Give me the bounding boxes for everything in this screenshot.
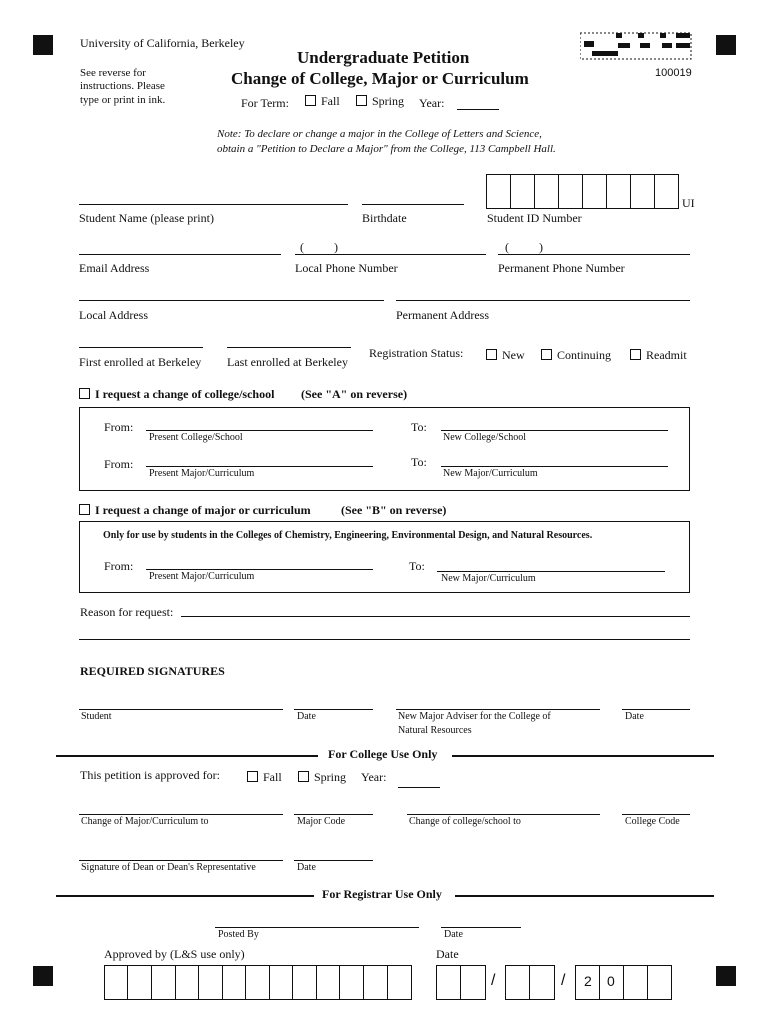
fall-checkbox[interactable]: [305, 95, 316, 106]
section-a-present-major-field[interactable]: [146, 466, 373, 467]
perm-address-label: Permanent Address: [396, 308, 489, 322]
local-phone-label: Local Phone Number: [295, 261, 398, 275]
new-checkbox[interactable]: [486, 349, 497, 360]
student-signature-label: Student: [81, 711, 112, 722]
registrar-use-rule-left: [56, 895, 314, 897]
local-phone-field[interactable]: [295, 254, 486, 255]
major-change-option[interactable]: I request a change of major or curriculum: [79, 503, 311, 518]
college-code-label: College Code: [625, 816, 680, 827]
student-name-field[interactable]: [79, 204, 348, 205]
posted-by-label: Posted By: [218, 929, 259, 940]
registration-mark-bottom-left: [33, 966, 53, 986]
date-slash-2: /: [561, 972, 566, 989]
section-b-present-major-label: Present Major/Curriculum: [149, 571, 255, 582]
dean-date-field[interactable]: [294, 860, 373, 861]
section-b-reference: (See "B" on reverse): [341, 503, 447, 517]
approval-month-boxes[interactable]: [436, 965, 486, 1000]
approved-by-boxes[interactable]: [104, 965, 412, 1000]
college-change-option[interactable]: I request a change of college/school: [79, 387, 274, 402]
posted-date-label: Date: [444, 929, 463, 940]
approved-fall-option[interactable]: Fall: [247, 770, 282, 785]
major-code-label: Major Code: [297, 816, 346, 827]
email-field[interactable]: [79, 254, 281, 255]
university-name: University of California, Berkeley: [80, 36, 245, 50]
student-signature-field[interactable]: [79, 709, 283, 710]
term-year-field[interactable]: [457, 109, 499, 110]
section-a-reference: (See "A" on reverse): [301, 387, 408, 401]
birthdate-label: Birthdate: [362, 211, 407, 225]
local-address-field[interactable]: [79, 300, 384, 301]
change-major-label: Change of Major/Curriculum to: [81, 816, 209, 827]
note-line-2: obtain a "Petition to Declare a Major" from the College, 113 Campbell Hall.: [217, 143, 556, 155]
registration-mark-top-right: [716, 35, 736, 55]
change-college-field[interactable]: [407, 814, 600, 815]
section-a-from-major: From:: [104, 457, 134, 471]
change-college-label: Change of college/school to: [409, 816, 521, 827]
registrar-use-heading: For Registrar Use Only: [322, 887, 442, 901]
term-spring-option[interactable]: Spring: [356, 94, 404, 109]
perm-phone-field[interactable]: [498, 254, 690, 255]
status-continuing-option[interactable]: Continuing: [541, 348, 611, 363]
approved-fall-checkbox[interactable]: [247, 771, 258, 782]
first-enrolled-label: First enrolled at Berkeley: [79, 355, 202, 369]
adviser-signature-field[interactable]: [396, 709, 600, 710]
perm-phone-label: Permanent Phone Number: [498, 261, 625, 275]
perm-phone-paren: ( ): [505, 240, 543, 254]
student-date-label: Date: [297, 711, 316, 722]
reason-label: Reason for request:: [80, 605, 174, 619]
student-id-boxes[interactable]: [486, 174, 679, 209]
section-a-new-major-field[interactable]: [441, 466, 668, 467]
approved-spring-option[interactable]: Spring: [298, 770, 346, 785]
adviser-label-line-1: New Major Adviser for the College of: [398, 711, 551, 722]
approved-by-label: Approved by (L&S use only): [104, 947, 245, 961]
section-a-new-major-label: New Major/Curriculum: [443, 468, 538, 479]
college-code-field[interactable]: [622, 814, 690, 815]
college-use-rule-right: [452, 755, 714, 757]
readmit-checkbox[interactable]: [630, 349, 641, 360]
instructions-line-2: instructions. Please: [80, 80, 165, 92]
section-b-new-major-label: New Major/Curriculum: [441, 573, 536, 584]
date-slash-1: /: [491, 972, 496, 989]
approved-for-label: This petition is approved for:: [80, 768, 220, 782]
dean-date-label: Date: [297, 862, 316, 873]
status-new-option[interactable]: New: [486, 348, 525, 363]
first-enrolled-field[interactable]: [79, 347, 203, 348]
dean-signature-label: Signature of Dean or Dean's Representative: [81, 862, 256, 873]
registration-mark-top-left: [33, 35, 53, 55]
college-change-checkbox[interactable]: [79, 388, 90, 399]
reason-field-line-1[interactable]: [181, 616, 690, 617]
approval-day-boxes[interactable]: [505, 965, 555, 1000]
change-major-field[interactable]: [79, 814, 283, 815]
present-college-label: Present College/School: [149, 432, 243, 443]
spring-checkbox[interactable]: [356, 95, 367, 106]
local-phone-paren: ( ): [300, 240, 338, 254]
posted-date-field[interactable]: [441, 927, 521, 928]
approved-year-field[interactable]: [398, 787, 440, 788]
approved-spring-checkbox[interactable]: [298, 771, 309, 782]
status-readmit-option[interactable]: Readmit: [630, 348, 687, 363]
note-line-1: Note: To declare or change a major in the College of Letters and Science,: [217, 128, 542, 140]
reason-field-line-2[interactable]: [79, 639, 690, 640]
section-b-present-major-field[interactable]: [146, 569, 373, 570]
section-a-to-major: To:: [411, 455, 427, 469]
section-b-restriction: Only for use by students in the Colleges of Chemistry, Engineering, Environmental Design, and Natural Resources.: [103, 530, 593, 541]
new-college-label: New College/School: [443, 432, 527, 443]
year-prefix-digit-2: 2: [584, 973, 592, 989]
perm-address-field[interactable]: [396, 300, 690, 301]
adviser-date-field[interactable]: [622, 709, 690, 710]
section-a-from-college: From:: [104, 420, 134, 434]
registrar-use-rule-right: [455, 895, 714, 897]
signatures-heading: REQUIRED SIGNATURES: [80, 664, 225, 678]
approval-date-label: Date: [436, 947, 459, 961]
major-change-checkbox[interactable]: [79, 504, 90, 515]
term-fall-option[interactable]: Fall: [305, 94, 340, 109]
student-id-suffix: UI: [682, 196, 695, 210]
dean-signature-field[interactable]: [79, 860, 283, 861]
student-name-label: Student Name (please print): [79, 211, 214, 225]
section-a-to-college: To:: [411, 420, 427, 434]
section-a-present-major-label: Present Major/Curriculum: [149, 468, 255, 479]
present-college-field[interactable]: [146, 430, 373, 431]
section-b-from: From:: [104, 559, 134, 573]
local-address-label: Local Address: [79, 308, 148, 322]
approved-year-label: Year:: [361, 770, 387, 784]
for-term-label: For Term:: [241, 96, 289, 110]
form-number: 100019: [655, 67, 692, 79]
adviser-date-label: Date: [625, 711, 644, 722]
posted-by-field[interactable]: [215, 927, 419, 928]
form-barcode: [580, 32, 692, 60]
new-college-field[interactable]: [441, 430, 668, 431]
instructions-line-3: type or print in ink.: [80, 94, 166, 106]
adviser-label-line-2: Natural Resources: [398, 725, 472, 736]
section-b-to: To:: [409, 559, 425, 573]
major-code-field[interactable]: [294, 814, 373, 815]
last-enrolled-field[interactable]: [227, 347, 351, 348]
form-title: Undergraduate Petition: [297, 48, 470, 67]
registration-mark-bottom-right: [716, 966, 736, 986]
year-prefix-digit-0: 0: [607, 973, 615, 989]
email-label: Email Address: [79, 261, 150, 275]
instructions-line-1: See reverse for: [80, 67, 146, 79]
section-b-new-major-field[interactable]: [437, 571, 665, 572]
birthdate-field[interactable]: [362, 204, 464, 205]
student-date-field[interactable]: [294, 709, 373, 710]
last-enrolled-label: Last enrolled at Berkeley: [227, 355, 348, 369]
form-subtitle: Change of College, Major or Curriculum: [231, 69, 529, 88]
year-label: Year:: [419, 96, 445, 110]
college-use-heading: For College Use Only: [328, 747, 438, 761]
student-id-label: Student ID Number: [487, 211, 582, 225]
registration-status-label: Registration Status:: [369, 346, 464, 360]
continuing-checkbox[interactable]: [541, 349, 552, 360]
college-use-rule-left: [56, 755, 318, 757]
